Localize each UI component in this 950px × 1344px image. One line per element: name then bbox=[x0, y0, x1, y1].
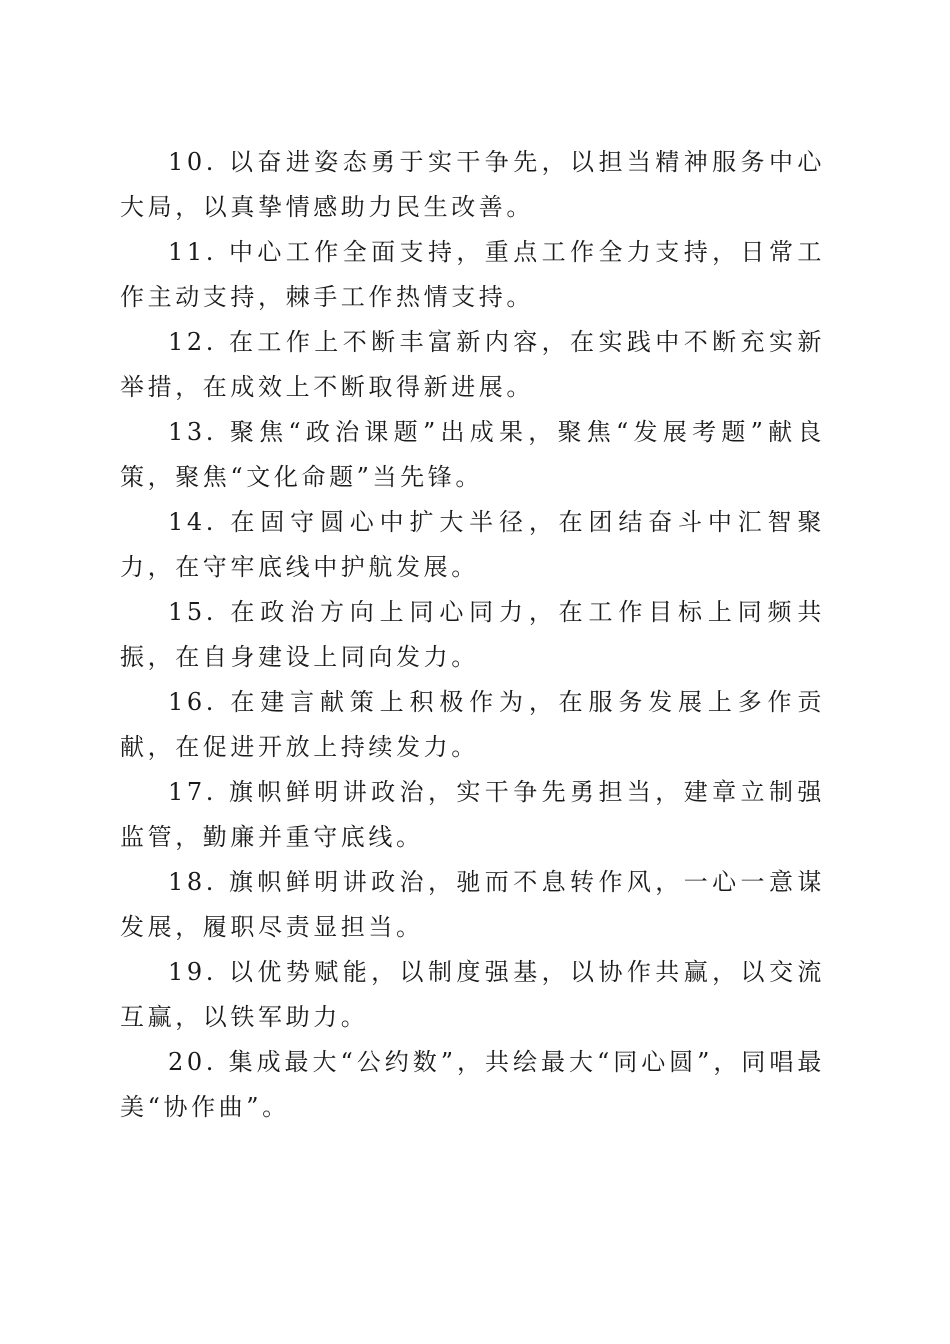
paragraph-18: 18. 旗帜鲜明讲政治，驰而不息转作风，一心一意谋发展，履职尽责显担当。 bbox=[120, 868, 825, 941]
paragraph-19: 19. 以优势赋能，以制度强基，以协作共赢，以交流互赢，以铁军助力。 bbox=[120, 958, 825, 1031]
paragraph-20: 20. 集成最大“公约数”，共绘最大“同心圆”，同唱最美“协作曲”。 bbox=[120, 1048, 825, 1121]
paragraph-15: 15. 在政治方向上同心同力，在工作目标上同频共振，在自身建设上同向发力。 bbox=[120, 598, 825, 671]
paragraph-13: 13. 聚焦“政治课题”出成果，聚焦“发展考题”献良策，聚焦“文化命题”当先锋。 bbox=[120, 418, 825, 491]
paragraph-16: 16. 在建言献策上积极作为，在服务发展上多作贡献，在促进开放上持续发力。 bbox=[120, 688, 825, 761]
document-body bbox=[120, 140, 825, 1130]
paragraph-10: 10. 以奋进姿态勇于实干争先，以担当精神服务中心大局，以真挚情感助力民生改善。 bbox=[120, 148, 825, 221]
paragraph-14: 14. 在固守圆心中扩大半径，在团结奋斗中汇智聚力，在守牢底线中护航发展。 bbox=[120, 508, 825, 581]
paragraph-17: 17. 旗帜鲜明讲政治，实干争先勇担当，建章立制强监管，勤廉并重守底线。 bbox=[120, 778, 825, 851]
paragraph-11: 11. 中心工作全面支持，重点工作全力支持，日常工作主动支持，棘手工作热情支持。 bbox=[120, 238, 825, 311]
paragraph-12: 12. 在工作上不断丰富新内容，在实践中不断充实新举措，在成效上不断取得新进展。 bbox=[120, 328, 825, 401]
